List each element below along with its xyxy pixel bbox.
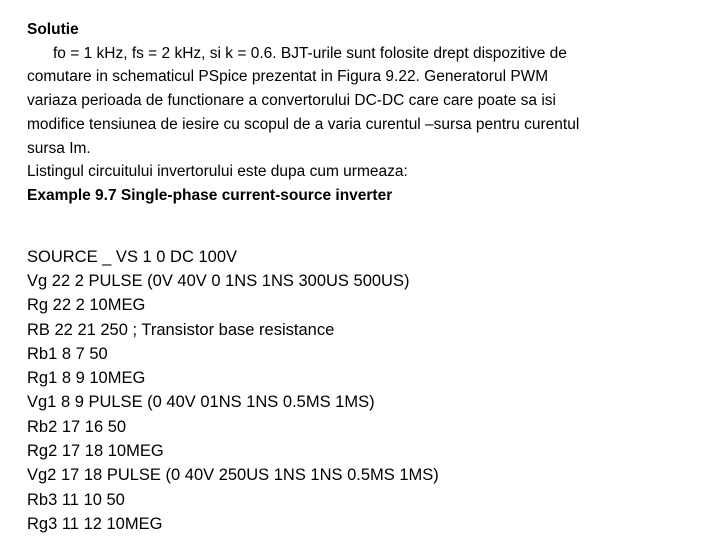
listing-line: Rg3 11 12 10MEG (27, 514, 163, 533)
intro-line: variaza perioada de functionare a convertorului DC-DC care care poate sa isi (27, 92, 556, 110)
intro-line: comutare in schematicul PSpice prezentat in Figura 9.22. Generatorul PWM (27, 68, 549, 86)
intro-line: sursa Im. (27, 139, 91, 157)
intro-section (27, 18, 687, 208)
page-title: Solutie (27, 21, 79, 38)
intro-line: modifice tensiunea de iesire cu scopul de a varia curentul –sursa pentru curentul (27, 115, 580, 133)
example-heading: Example 9.7 Single-phase current-source inverter (27, 186, 393, 204)
listing-line: RB 22 21 250 ; Transistor base resistance (27, 320, 335, 339)
listing-line: SOURCE _ VS 1 0 DC 100V (27, 247, 238, 266)
circuit-listing (27, 245, 687, 537)
listing-line: Vg 22 2 PULSE (0V 40V 0 1NS 1NS 300US 500US) (27, 271, 410, 290)
listing-line: Rb1 8 7 50 (27, 344, 108, 363)
listing-line: Rg1 8 9 10MEG (27, 369, 146, 388)
listing-line: Rg 22 2 10MEG (27, 296, 146, 315)
intro-line: Listingul circuitului invertorului este dupa cum urmeaza: (27, 163, 408, 181)
listing-line: Rg2 17 18 10MEG (27, 442, 164, 460)
listing-line: Vg2 17 18 PULSE (0 40V 250US 1NS 1NS 0.5MS 1MS) (27, 466, 439, 485)
listing-line: Rb3 11 10 50 (27, 490, 125, 509)
document-page (27, 18, 687, 536)
listing-line: Rb2 17 16 50 (27, 417, 127, 436)
listing-line: Vg1 8 9 PULSE (0 40V 01NS 1NS 0.5MS 1MS) (27, 393, 375, 412)
intro-line: fo = 1 kHz, fs = 2 kHz, si k = 0.6. BJT-urile sunt folosite drept dispozitive de (53, 44, 567, 62)
